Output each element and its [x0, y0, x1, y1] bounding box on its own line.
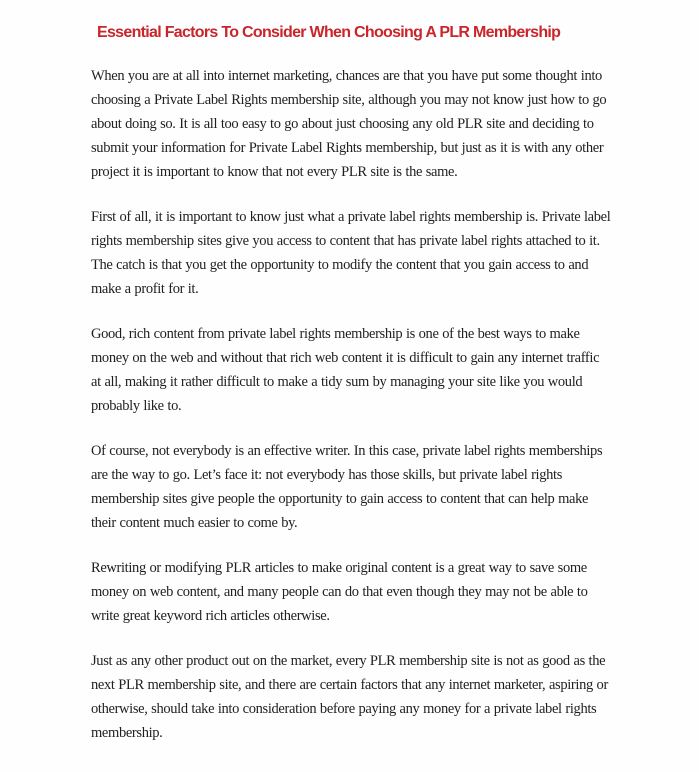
article-heading: Essential Factors To Consider When Choosing A PLR Membership — [97, 24, 561, 41]
article-paragraph: First of all, it is important to know just what a private label rights membership is. Private label rights membership sites give you access to content that has private label rights attached to it. The catch is that you get the opportunity to modify the content that you gain access to and make a profit for it. — [91, 209, 611, 297]
article-paragraph: Rewriting or modifying PLR articles to make original content is a great way to save some money on web content, and many people can do that even though they may not be able to write great keyword rich articles otherwise. — [91, 560, 588, 624]
article-paragraph: Good, rich content from private label rights membership is one of the best ways to make money on the web and without that rich web content it is difficult to gain any internet traffic at all, making it rather difficult to make a tidy sum by managing your site like you would probably like to. — [91, 326, 600, 414]
article-paragraph: Of course, not everybody is an effective writer. In this case, private label rights memberships are the way to go. Let’s face it: not everybody has those skills, but private label rights membership sites give people the opportunity to gain access to content that can help make their content much easier to come by. — [91, 443, 603, 531]
article-paragraph: Just as any other product out on the market, every PLR membership site is not as good as the next PLR membership site, and there are certain factors that any internet marketer, aspiring or otherwise, should take into consideration before paying any money for a private label rights membership. — [91, 653, 608, 741]
article-body — [91, 64, 611, 745]
article-paragraph: When you are at all into internet marketing, chances are that you have put some thought into choosing a Private Label Rights membership site, although you may not know just how to go about doing so. It is all too easy to go about just choosing any old PLR site and deciding to submit your information for Private Label Rights membership, but just as it is with any other project it is important to know that not every PLR site is the same. — [91, 68, 607, 180]
